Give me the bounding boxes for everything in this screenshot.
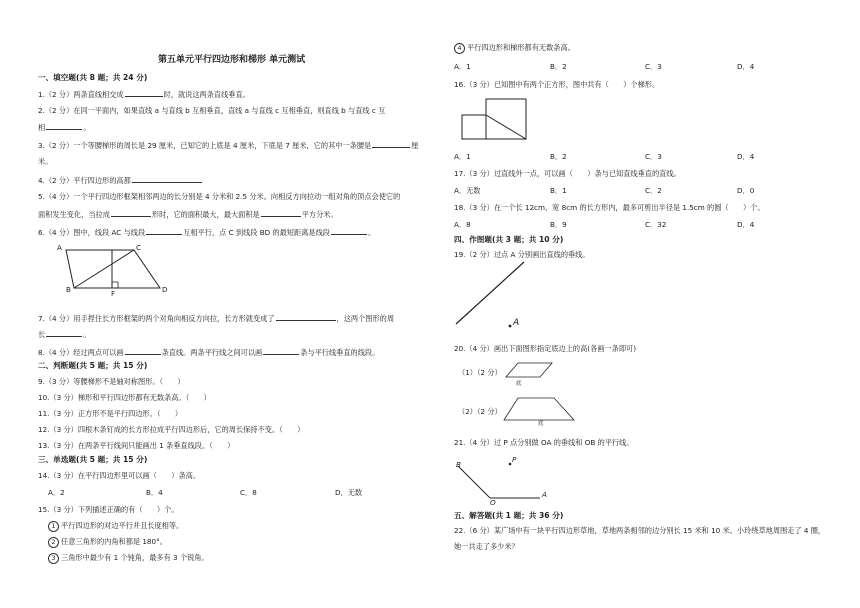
question-18: 18.（3 分）在一个长 12cm、宽 8cm 的长方形内，最多可剪出半径是 1.5cm 的圆（ ）个。 <box>454 203 765 212</box>
question-13: 13.（3 分）在两条平行线间只能画出 1 条垂直线段。（ ） <box>38 441 235 450</box>
q14-option-d[interactable]: D．无数 <box>335 488 363 497</box>
q20-base-label-2: 底 <box>538 421 544 427</box>
question-22: 22.（6 分）某广场中有一块平行四边形草地，草地两条相邻的边分别长 15 米和 10 米。小玲绕草地周围走了 4 圈， <box>454 526 826 535</box>
q17-option-c[interactable]: C．2 <box>645 186 662 195</box>
q16-option-d[interactable]: D．4 <box>737 152 755 161</box>
question-1: 1.（2 分）两条直线相交成 时，就说这两条直线垂直。 <box>38 90 250 99</box>
q15-option-a[interactable]: A．1 <box>454 62 471 71</box>
q14-option-b[interactable]: B．4 <box>146 488 163 497</box>
q20-trapezoid <box>504 396 584 426</box>
q19-figure <box>454 260 544 330</box>
answer-blank[interactable] <box>125 347 161 355</box>
question-4: 4.（2 分）平行四边形的高都 <box>38 175 203 185</box>
question-5-cont: 面积发生变化，当拉成 形时，它的面积最大，最大面积是 平方分米。 <box>38 210 338 219</box>
q20-parallelogram <box>506 361 556 383</box>
answer-blank[interactable] <box>261 209 301 217</box>
question-12: 12.（3 分）四根木条钉成的长方形拉成平行四边形后，它的周长保持不变。（ ） <box>38 425 305 434</box>
q18-option-b[interactable]: B．9 <box>550 220 567 229</box>
q15-option-b[interactable]: B．2 <box>550 62 567 71</box>
q15-statement-1: 1 平行四边形的对边平行并且长度相等。 <box>48 521 183 532</box>
q15-statement-2: 2 任意三角形的内角和都是 180°。 <box>48 537 167 548</box>
question-16: 16.（3 分）已知图中有两个正方形，图中共有（ ）个梯形。 <box>454 80 660 89</box>
answer-blank[interactable] <box>372 140 410 148</box>
fig6-label-a: A <box>57 243 62 252</box>
answer-blank[interactable] <box>146 227 182 235</box>
q16-figure <box>460 97 540 143</box>
q17-option-b[interactable]: B．1 <box>550 186 567 195</box>
question-3: 3.（2 分）一个等腰梯形的周长是 29 厘米，已知它的上底是 4 厘米，下底是 7 厘米，它的其中一条腰是 厘 <box>38 141 419 150</box>
q15-statement-4: 4 平行四边形和梯形都有无数条高。 <box>454 43 575 54</box>
answer-blank[interactable] <box>263 347 299 355</box>
question-17: 17.（3 分）过直线外一点，可以画（ ）条与已知直线垂直的直线。 <box>454 169 681 178</box>
question-5: 5.（4 分）一个平行四边形框架相邻两边的长分别是 4 分米和 2.5 分米。向相反方向拉动一组对角的顶点会使它的 <box>38 192 401 201</box>
question-3-cont: 米。 <box>38 157 53 166</box>
q21-label-b: B <box>456 460 461 469</box>
question-6: 6.（4 分）图中，线段 AC 与线段 互相平行，点 C 到线段 BD 的最短距离是线段 。 <box>38 228 376 237</box>
answer-blank[interactable] <box>276 313 336 321</box>
answer-blank[interactable] <box>125 89 163 97</box>
q6-figure <box>54 242 214 298</box>
question-14: 14.（3 分）在平行四边形里可以画（ ）条高。 <box>38 471 201 480</box>
question-7: 7.（4 分）用手捏住长方形框架的两个对角向相反方向拉，长方形就变成了 ，这两个图形的周 <box>38 314 395 323</box>
q17-option-d[interactable]: D．0 <box>737 186 755 195</box>
question-8: 8.（4 分）经过两点可以画 条直线。两条平行线之间可以画 条与平行线垂直的线段。 <box>38 348 380 357</box>
q19-label-a: A <box>513 318 520 328</box>
q21-label-a: A <box>542 490 547 499</box>
q16-option-b[interactable]: B．2 <box>550 152 567 161</box>
q18-option-a[interactable]: A．8 <box>454 220 471 229</box>
answer-blank[interactable] <box>331 227 367 235</box>
fig6-label-f: F <box>111 289 116 298</box>
q16-option-a[interactable]: A．1 <box>454 152 471 161</box>
fig6-label-b: B <box>66 285 71 294</box>
q21-label-o: O <box>490 498 496 507</box>
question-21: 21.（4 分）过 P 点分别做 OA 的垂线和 OB 的平行线。 <box>454 438 634 447</box>
q21-figure <box>454 456 564 502</box>
answer-blank[interactable] <box>46 329 82 337</box>
question-2-cont: 相 。 <box>38 123 91 132</box>
section-fill-blank: 一、填空题(共 8 题；共 24 分) <box>38 73 148 82</box>
answer-blank[interactable] <box>111 209 151 217</box>
question-22-cont: 她一共走了多少米？ <box>454 542 519 551</box>
q15-option-c[interactable]: C．3 <box>645 62 662 71</box>
q16-option-c[interactable]: C．3 <box>645 152 662 161</box>
section-true-false: 二、判断题(共 5 题；共 15 分) <box>38 361 148 370</box>
q18-option-d[interactable]: D．4 <box>737 220 755 229</box>
question-9: 9.（3 分）等腰梯形不是轴对称图形。（ ） <box>38 377 185 386</box>
page-title: 第五单元平行四边形和梯形 单元测试 <box>158 55 306 65</box>
q21-label-p: P <box>512 455 517 464</box>
section-solve: 五、解答题(共 1 题；共 36 分) <box>454 511 564 520</box>
q20-part-2: （2）（2 分） <box>458 407 502 416</box>
answer-blank[interactable] <box>46 122 82 130</box>
question-2: 2.（2 分）在同一平面内，如果直线 a 与直线 b 互相垂直，直线 a 与直线 c 互相垂直，则直线 b 与直线 c 互 <box>38 106 386 115</box>
q20-part-1: （1）（2 分） <box>458 368 502 377</box>
question-10: 10.（3 分）梯形和平行四边形都有无数条高。（ ） <box>38 393 211 402</box>
fig6-label-d: D <box>162 285 168 294</box>
q14-option-a[interactable]: A．2 <box>48 488 65 497</box>
q17-option-a[interactable]: A．无数 <box>454 186 481 195</box>
question-15: 15.（3 分）下列描述正确的有（ ）个。 <box>38 505 179 514</box>
q14-option-c[interactable]: C．8 <box>240 488 257 497</box>
q15-statement-3: 3 三角形中最少有 1 个钝角，最多有 3 个锐角。 <box>48 553 209 564</box>
fig6-label-c: C <box>136 243 142 252</box>
section-drawing: 四、作图题(共 3 题；共 10 分) <box>454 235 564 244</box>
question-7-cont: 长 。 <box>38 330 91 339</box>
q20-base-label-1: 底 <box>516 381 522 387</box>
question-19: 19.（2 分）过点 A 分别画出直线的垂线。 <box>454 250 590 259</box>
section-single-choice: 三、单选题(共 5 题；共 15 分) <box>38 455 148 464</box>
q15-option-d[interactable]: D．4 <box>737 62 755 71</box>
q18-option-c[interactable]: C．32 <box>645 220 667 229</box>
question-20: 20.（4 分）画出下面图形指定底边上的高(各画一条即可) <box>454 344 637 353</box>
answer-blank[interactable] <box>132 175 202 183</box>
question-11: 11.（3 分）正方形不是平行四边形。（ ） <box>38 409 183 418</box>
